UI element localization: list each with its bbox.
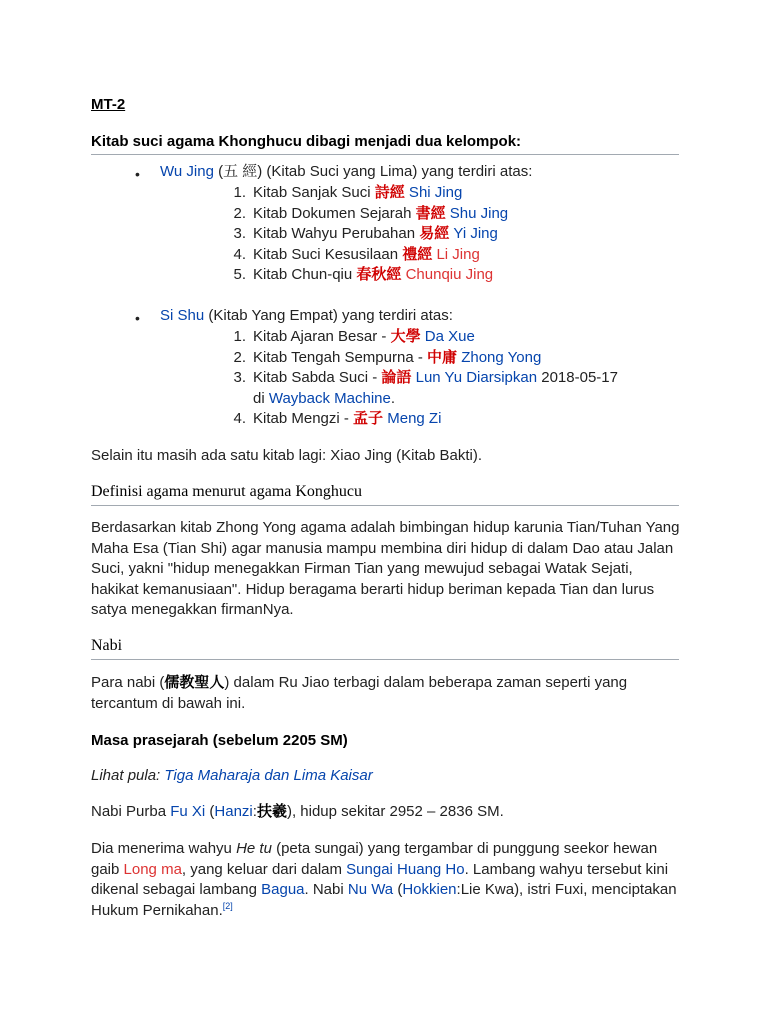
section-heading-nabi: Nabi [91,636,679,660]
document-title: MT-2 [91,96,126,113]
nuwa-link[interactable]: Nu Wa [347,881,394,898]
shujing-link[interactable]: Shu Jing [445,204,509,222]
sishu-link[interactable]: Si Shu [160,307,205,324]
definisi-paragraph: Berdasarkan kitab Zhong Yong agama adalah bimbingan hidup karunia Tian/Tuhan Yang Maha Esa (Tian Shi) agar manusia mampu membina diri hidup di dalam Dao atau Jalan Suci, yakni "hidup menegakkan Firman Tian yang mewujud sebagai Watak Sejati, hakikat kemanusiaan". Hidup beragama berarti hidup beriman kepada Tian dan lurus satya menegakkan firmanNya. [91,519,680,618]
mengzi-link[interactable]: Meng Zi [383,410,442,427]
nabi-paragraph: Para nabi (儒教聖人) dalam Ru Jiao terbagi dalam beberapa zaman seperti yang tercantum di bawah ini. [91,674,628,712]
lunyu-archive-link[interactable]: Lun Yu Diarsipkan [411,369,538,386]
wayback-machine-link[interactable]: Wayback Machine [268,389,391,407]
reference-2[interactable]: [2] [222,900,233,911]
note-paragraph: Selain itu masih ada satu kitab lagi: Xiao Jing (Kitab Bakti). [91,447,483,464]
lijing-redlink[interactable]: Li Jing [432,245,480,263]
section-heading-kitab-suci: Kitab suci agama Khonghucu dibagi menjadi dua kelompok: [91,132,679,155]
hanzi-link[interactable]: Hanzi [214,803,253,820]
bullet-sishu: • [135,310,140,326]
zhongyong-link[interactable]: Zhong Yong [457,348,542,366]
fuxi-link[interactable]: Fu Xi [170,803,206,820]
sungai-huangho-link[interactable]: Sungai Huang Ho [346,860,465,878]
sub-heading-prasejarah: Masa prasejarah (sebelum 2205 SM) [91,732,348,749]
shijing-link[interactable]: Shi Jing [404,184,463,201]
daxue-link[interactable]: Da Xue [420,328,475,345]
sishu-line: Si Shu (Kitab Yang Empat) yang terdiri atas: [160,307,453,324]
bullet-wujing: • [135,166,140,182]
yijing-link[interactable]: Yi Jing [449,225,498,242]
chunqiu-redlink[interactable]: Chunqiu Jing [401,266,494,283]
section-heading-definisi: Definisi agama menurut agama Konghucu [91,482,679,506]
see-also-link[interactable]: Tiga Maharaja dan Lima Kaisar [164,767,373,784]
see-also-line: Lihat pula: Tiga Maharaja dan Lima Kaisar [91,767,373,784]
wujing-cjk: 五 經 [223,163,258,180]
hetu-paragraph: Dia menerima wahyu He tu (peta sungai) yang tergambar di punggung seekor hewan gaib Long ma, yang keluar dari dalam Sungai Huang Ho. Lambang wahyu tersebut kini dikenal sebagai lambang Bagua. Nabi Nu Wa (Hokkien:Lie Kwa), istri Fuxi, menciptakan Hukum Pernikahan.[2] [91,840,677,919]
fuxi-paragraph: Nabi Purba Fu Xi (Hanzi:扶羲), hidup sekitar 2952 – 2836 SM. [91,803,504,820]
wujing-line: Wu Jing (五 經) (Kitab Suci yang Lima) yang terdiri atas: [160,163,533,180]
longma-redlink[interactable]: Long ma [123,860,182,878]
wujing-link[interactable]: Wu Jing [160,163,214,180]
bagua-link[interactable]: Bagua [261,881,305,898]
hokkien-link[interactable]: Hokkien [402,881,457,898]
